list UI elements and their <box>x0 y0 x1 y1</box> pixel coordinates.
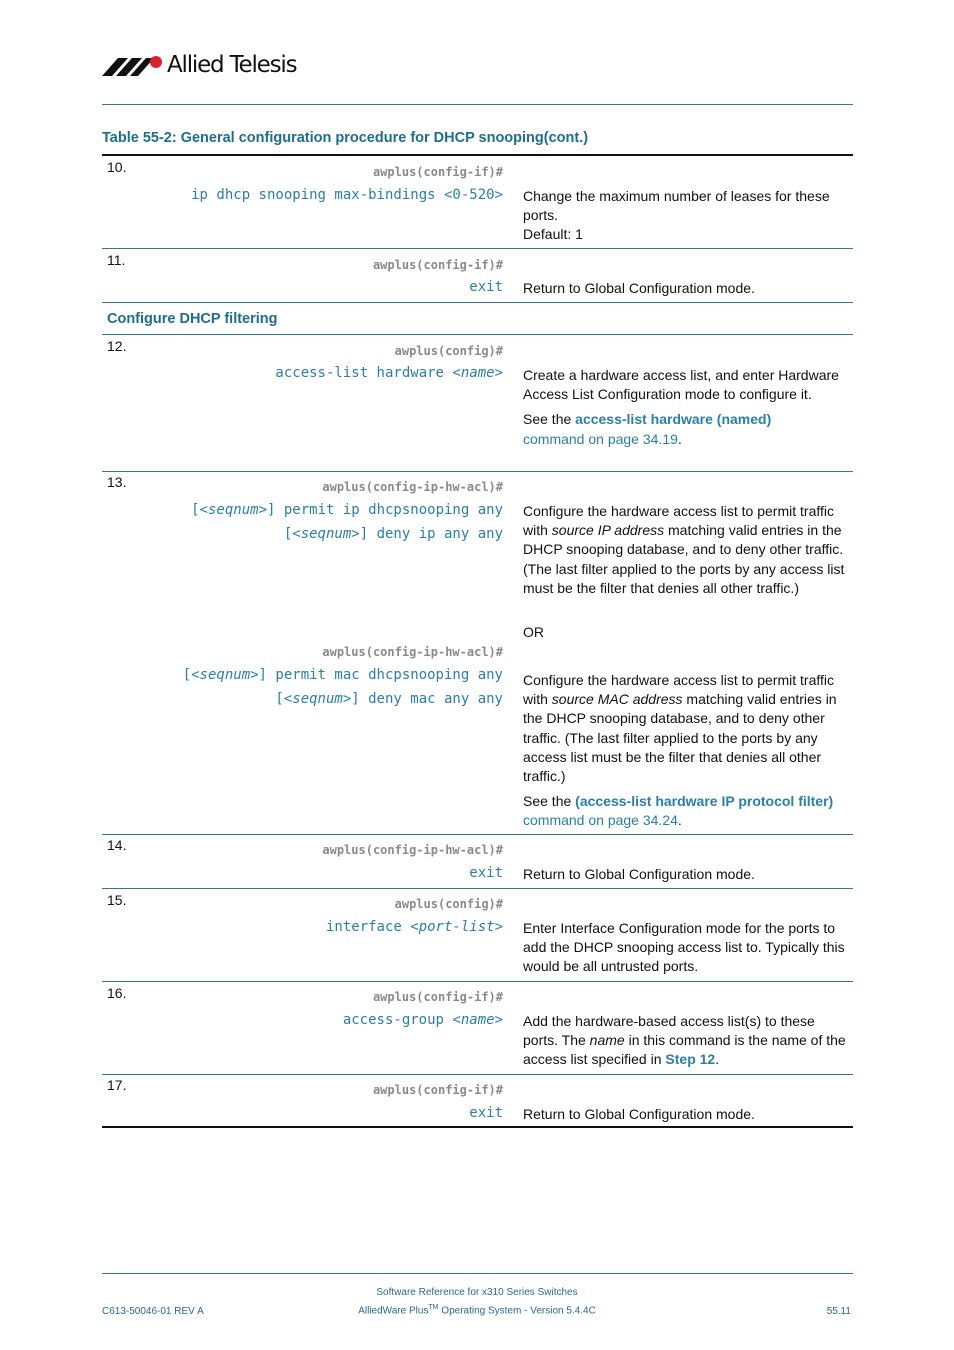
command-prompt: awplus(config-if)# <box>372 165 503 179</box>
default-value: Default: 1 <box>523 226 583 243</box>
command-prompt: awplus(config)# <box>394 344 503 358</box>
step-number: 13. <box>107 474 127 490</box>
step-description: Return to Global Configuration mode. <box>523 280 755 296</box>
step-description: Configure the hardware access list to permit traffic with source IP address matching valid entries in the DHCP snooping database, and to deny other traffic. (The last filter applied to the ports by any access list must be the filter that denies all other traffic.) <box>523 503 845 596</box>
command-text: [<seqnum>] deny ip any any <box>283 526 503 542</box>
step-description <box>523 366 853 449</box>
footer-page-number: 55.11 <box>826 1306 851 1317</box>
row-divider <box>102 471 853 472</box>
row-divider <box>102 248 853 249</box>
footer-rule <box>102 1273 853 1274</box>
command-text: exit <box>469 865 503 881</box>
table-bottom-rule <box>102 1126 853 1128</box>
or-separator: OR <box>523 624 544 640</box>
table-top-rule <box>102 154 853 156</box>
command-prompt: awplus(config-ip-hw-acl)# <box>322 480 503 494</box>
step-description: Return to Global Configuration mode. <box>523 866 755 882</box>
see-reference: See the access-list hardware (named) command on page 34.19. <box>523 411 772 447</box>
logo-text: Allied Telesis <box>167 52 297 78</box>
step-description: Enter Interface Configuration mode for the ports to add the DHCP snooping access list to. Typically this would be all untrusted ports. <box>523 920 845 975</box>
row-divider <box>102 888 853 889</box>
footer-os-version: AlliedWare Plus™ Operating System - Version 5.4.4C <box>358 1304 596 1317</box>
footer-title: Software Reference for x310 Series Switches <box>376 1287 578 1298</box>
command-text: access-group <name> <box>342 1012 503 1028</box>
step-number: 15. <box>107 892 127 908</box>
logo-mark-icon <box>102 52 164 78</box>
command-text: [<seqnum>] permit ip dhcpsnooping any <box>191 502 503 518</box>
command-prompt: awplus(config)# <box>394 897 503 911</box>
step-12-link[interactable]: Step 12 <box>665 1051 716 1068</box>
command-text: interface <port-list> <box>325 919 503 935</box>
command-text: access-list hardware <name> <box>275 365 503 381</box>
description-text: Create a hardware access list, and enter Hardware Access List Configuration mode to configure it. <box>523 367 839 403</box>
reference-page-link[interactable]: command on page 34.19 <box>523 430 678 447</box>
command-text: [<seqnum>] permit mac dhcpsnooping any <box>182 667 503 683</box>
step-number: 16. <box>107 985 127 1001</box>
step-description: Return to Global Configuration mode. <box>523 1106 755 1122</box>
section-heading: Configure DHCP filtering <box>107 311 278 327</box>
row-divider <box>102 1074 853 1075</box>
command-text: ip dhcp snooping max-bindings <0-520> <box>191 187 503 203</box>
command-prompt: awplus(config-if)# <box>372 1083 503 1097</box>
header-rule <box>102 104 853 105</box>
step-description: Configure the hardware access list to permit traffic with source MAC address matching valid entries in the DHCP snooping database, and to deny other traffic. (The last filter applied to the ports by any access list must be the filter that denies all other traffic.) <box>523 672 837 785</box>
command-text: [<seqnum>] deny mac any any <box>275 691 503 707</box>
row-divider <box>102 334 853 335</box>
reference-link[interactable]: (access-list hardware IP protocol filter) <box>575 793 834 809</box>
command-prompt: awplus(config-ip-hw-acl)# <box>322 645 503 659</box>
command-prompt: awplus(config-if)# <box>372 258 503 272</box>
step-number: 10. <box>107 159 127 175</box>
reference-page-link[interactable]: command on page 34.24 <box>523 812 678 829</box>
allied-telesis-logo <box>102 50 296 80</box>
step-description <box>523 187 853 245</box>
command-prompt: awplus(config-if)# <box>372 990 503 1004</box>
table-title: Table 55-2: General configuration procedure for DHCP snooping(cont.) <box>102 130 589 146</box>
command-prompt: awplus(config-ip-hw-acl)# <box>322 843 503 857</box>
footer-doc-id: C613-50046-01 REV A <box>102 1306 204 1317</box>
row-divider <box>102 981 853 982</box>
command-text: exit <box>469 279 503 295</box>
step-number: 11. <box>107 252 126 268</box>
step-number: 17. <box>107 1077 127 1093</box>
step-number: 12. <box>107 338 127 354</box>
step-number: 14. <box>107 837 127 853</box>
command-text: exit <box>469 1105 503 1121</box>
row-divider <box>102 302 853 303</box>
row-divider <box>102 834 853 835</box>
see-reference: See the (access-list hardware IP protocol filter) command on page 34.24. <box>523 793 834 829</box>
description-line: Change the maximum number of leases for these ports. <box>523 188 830 224</box>
reference-link[interactable]: access-list hardware (named) <box>575 411 772 428</box>
step-description: Add the hardware-based access list(s) to these ports. The name in this command is the name of the access list specified in Step 12. <box>523 1013 846 1068</box>
